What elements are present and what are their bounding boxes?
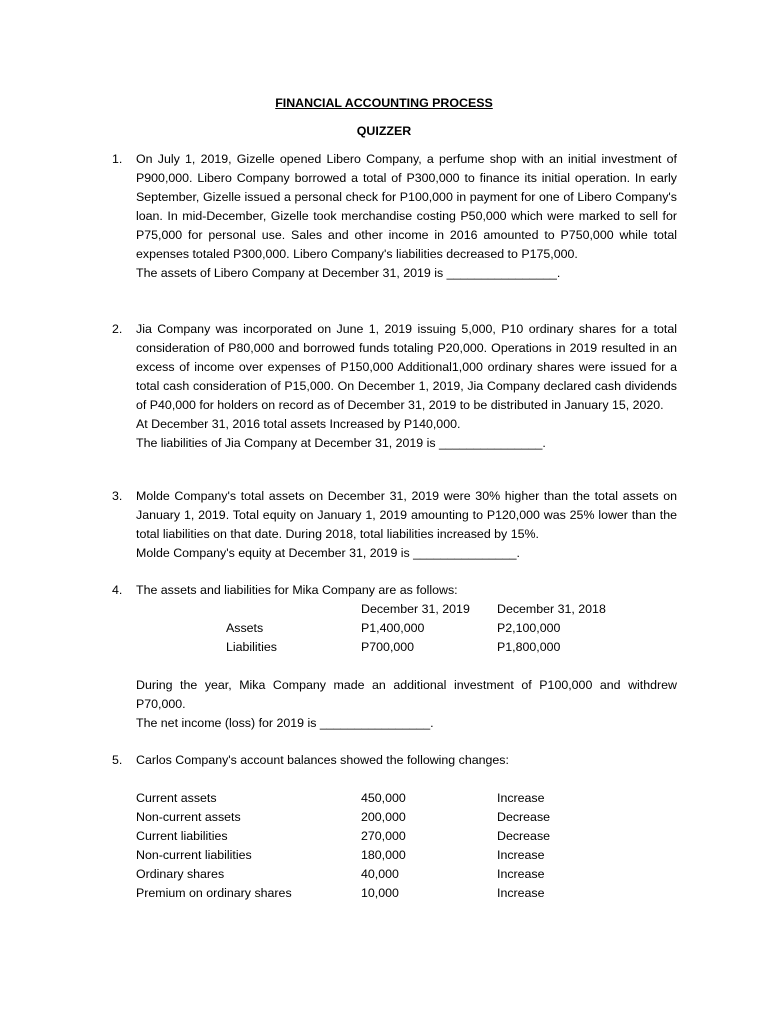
column-header: December 31, 2019: [361, 602, 470, 616]
question-note: At December 31, 2016 total assets Increased by P140,000.: [136, 417, 461, 431]
question-4: [112, 581, 677, 733]
account-amount: 450,000: [361, 791, 406, 805]
question-intro: The assets and liabilities for Mika Company are as follows:: [136, 583, 458, 597]
changes-table: [136, 789, 677, 903]
table-cell: P2,100,000: [497, 621, 561, 635]
question-intro: Carlos Company's account balances showed the following changes:: [136, 753, 509, 767]
account-name: Current liabilities: [136, 829, 228, 843]
table-cell: P1,800,000: [497, 640, 561, 654]
question-number: 4.: [112, 583, 123, 597]
question-prompt: The liabilities of Jia Company at December 31, 2019 is _______________.: [136, 436, 546, 450]
table-cell: P700,000: [361, 640, 415, 654]
table-row: [136, 808, 677, 827]
question-prompt: Molde Company's equity at December 31, 2019 is _______________.: [136, 546, 520, 560]
account-amount: 200,000: [361, 810, 406, 824]
question-number: 3.: [112, 489, 123, 503]
balance-table: [136, 600, 677, 657]
question-text: Jia Company was incorporated on June 1, 2019 issuing 5,000, P10 ordinary shares for a total consideration of P80,000 and borrowed funds totaling P20,000. Operations in 2019 resulted in an excess of income over expenses of P150,000 Additional1,000 ordinary shares were issued for a total cash consideration of P15,000. On December 1, 2019, Jia Company declared cash dividends of P40,000 for holders on record as of December 31, 2019 to be distributed in January 15, 2020.: [136, 322, 677, 412]
table-row: [136, 884, 677, 903]
account-name: Ordinary shares: [136, 867, 225, 881]
table-row: [136, 789, 677, 808]
table-row: [136, 865, 677, 884]
account-amount: 180,000: [361, 848, 406, 862]
column-header: December 31, 2018: [497, 602, 606, 616]
account-name: Non-current assets: [136, 810, 241, 824]
question-3: [112, 487, 677, 563]
question-5: [112, 751, 677, 903]
account-amount: 270,000: [361, 829, 406, 843]
question-number: 2.: [112, 322, 123, 336]
row-label: Assets: [226, 621, 264, 635]
question-1: [112, 150, 677, 283]
account-amount: 40,000: [361, 867, 399, 881]
account-change: Increase: [497, 848, 545, 862]
table-row: [136, 846, 677, 865]
account-change: Decrease: [497, 810, 551, 824]
question-2: [112, 320, 677, 453]
account-change: Increase: [497, 791, 545, 805]
account-name: Current assets: [136, 791, 217, 805]
question-prompt: The assets of Libero Company at December 31, 2019 is ________________.: [136, 266, 561, 280]
question-prompt: The net income (loss) for 2019 is ________________.: [136, 716, 434, 730]
question-number: 1.: [112, 152, 123, 166]
account-name: Non-current liabilities: [136, 848, 252, 862]
row-label: Liabilities: [226, 640, 277, 654]
question-text: On July 1, 2019, Gizelle opened Libero Company, a perfume shop with an initial investment of P900,000. Libero Company borrowed a total of P300,000 to finance its initial operation. In early September, Gizelle issued a personal check for P100,000 in payment for one of Libero Company's loan. In mid-December, Gizelle took merchandise costing P50,000 which were marked to sell for P75,000 for personal use. Sales and other income in 2016 amounted to P750,000 while total expenses totaled P300,000. Libero Company's liabilities decreased to P175,000.: [136, 152, 677, 261]
question-number: 5.: [112, 753, 123, 767]
table-cell: P1,400,000: [361, 621, 425, 635]
account-change: Increase: [497, 867, 545, 881]
question-text: During the year, Mika Company made an additional investment of P100,000 and withdrew P70,000.: [136, 678, 677, 711]
account-change: Decrease: [497, 829, 551, 843]
question-text: Molde Company's total assets on December 31, 2019 were 30% higher than the total assets on January 1, 2019. Total equity on January 1, 2019 amounting to P120,000 was 25% lower than the total liabilities on that date. During 2018, total liabilities increased by 15%.: [136, 489, 677, 541]
account-amount: 10,000: [361, 886, 399, 900]
account-name: Premium on ordinary shares: [136, 886, 292, 900]
account-change: Increase: [497, 886, 545, 900]
table-row: [136, 827, 677, 846]
document-subtitle: QUIZZER: [356, 124, 412, 138]
document-title: FINANCIAL ACCOUNTING PROCESS: [275, 96, 493, 110]
